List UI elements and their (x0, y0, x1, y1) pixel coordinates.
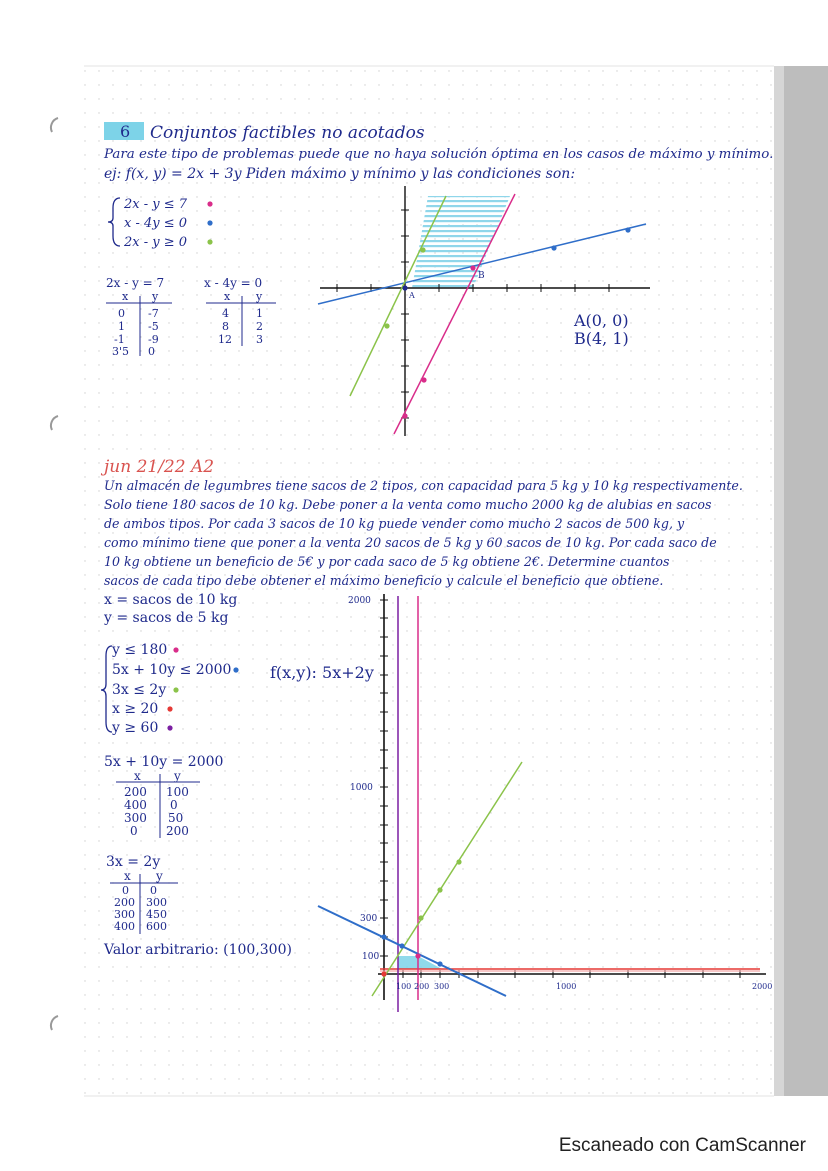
scanner-watermark: Escaneado con CamScanner (558, 1135, 806, 1156)
table2-r0-y: 1 (256, 307, 263, 320)
table2-r2-y: 3 (256, 333, 263, 346)
problem-line-6: sacos de cada tipo debe obtener el máximo beneficio y calcule el beneficio que obtiene. (104, 573, 664, 588)
problem-line-1: Un almacén de legumbres tiene sacos de 2 tipos, con capacidad para 5 kg y 10 kg respectivamente. (104, 478, 743, 493)
problem-constraint-1-dot (173, 647, 178, 652)
variable-y: y = sacos de 5 kg (104, 610, 229, 626)
table1-header-y: y (152, 290, 159, 303)
constraint-1-dot (207, 201, 212, 206)
problem-table1-r3-x: 0 (130, 824, 138, 838)
problem-line-2: Solo tiene 180 sacos de 10 kg. Debe poner a la venta como mucho 2000 kg de alubias en sacos (104, 497, 712, 512)
problem-table2-header-y: y (156, 869, 163, 883)
section-title: Conjuntos factibles no acotados (150, 123, 425, 143)
graph2-point (415, 953, 420, 958)
section-intro: Para este tipo de problemas puede que no haya solución óptima en los casos de máximo y mínimo. (104, 147, 774, 162)
problem-constraint-5: y ≥ 60 (112, 720, 159, 736)
constraint-2: x - 4y ≤ 0 (124, 216, 188, 231)
problem-table2-r0-y: 0 (150, 884, 157, 897)
arbitrary-value: Valor arbitrario: (100,300) (104, 942, 292, 958)
table1-header-x: x (122, 290, 129, 303)
table1-r1-x: 1 (118, 320, 125, 333)
table2-r0-x: 4 (222, 307, 229, 320)
constraint-3: 2x - y ≥ 0 (124, 235, 188, 250)
table1-r3-y: 0 (148, 345, 155, 358)
graph1-point (470, 265, 475, 270)
graph2-x-tick-1000: 1000 (556, 982, 577, 991)
problem-constraint-3: 3x ≤ 2y (112, 682, 167, 698)
graph2-x-tick-2000: 2000 (752, 982, 773, 991)
problem-constraint-4-dot (167, 706, 172, 711)
graph2-x-tick-200: 200 (414, 982, 430, 991)
table2-title: x - 4y = 0 (204, 276, 263, 290)
problem-table1-r0-x: 200 (124, 785, 147, 799)
problem-table1-r1-x: 400 (124, 798, 147, 812)
problem-table1-r2-x: 300 (124, 811, 147, 825)
problem-table2-r2-x: 300 (114, 908, 135, 921)
graph2-point (456, 859, 461, 864)
table1-r3-x: 3'5 (112, 345, 130, 358)
problem-table2-title: 3x = 2y (106, 854, 161, 870)
graph1-point (625, 227, 630, 232)
problem-table1-r0-y: 100 (166, 785, 189, 799)
problem-constraint-5-dot (167, 725, 172, 730)
graph1-point (421, 377, 426, 382)
graph1-point (420, 247, 425, 252)
graph2-x-tick-100: 100 (396, 982, 412, 991)
graph2-point (381, 971, 386, 976)
graph2-y-tick-100: 100 (362, 952, 380, 962)
problem-constraint-3-dot (173, 687, 178, 692)
graph1-label-a: A (409, 291, 415, 300)
table1-r2-y: -9 (148, 333, 159, 346)
graph1-point (402, 285, 407, 290)
table2-r1-y: 2 (256, 320, 263, 333)
constraint-1: 2x - y ≤ 7 (124, 197, 188, 212)
constraint-2-dot (207, 220, 212, 225)
graph1-point (384, 323, 389, 328)
problem-table2-r0-x: 0 (122, 884, 129, 897)
table1-r1-y: -5 (148, 320, 159, 333)
problem-table2-header-x: x (124, 869, 131, 883)
constraint-3-dot (207, 239, 212, 244)
table1-r0-x: 0 (118, 307, 125, 320)
problem-table2-r3-y: 600 (146, 920, 167, 933)
graph2-point (418, 915, 423, 920)
problem-constraint-4: x ≥ 20 (112, 701, 159, 717)
graph1-point (551, 245, 556, 250)
table2-header-y: y (256, 290, 263, 303)
problem-table1-r3-y: 200 (166, 824, 189, 838)
graph2-y-tick-1000: 1000 (350, 783, 373, 793)
graph1-label-b: B (478, 271, 485, 281)
table2-r2-x: 12 (218, 333, 232, 346)
problem-line-4: como mínimo tiene que poner a la venta 20 sacos de 5 kg y 60 sacos de 10 kg. Por cada saco de (104, 535, 717, 550)
graph2-x-tick-300: 300 (434, 982, 450, 991)
problem-table2-r2-y: 450 (146, 908, 167, 921)
problem-line-3: de ambos tipos. Por cada 3 sacos de 10 kg puede vender como mucho 2 sacos de 500 kg, y (104, 516, 685, 531)
variable-x: x = sacos de 10 kg (104, 592, 238, 608)
problem-table1-title: 5x + 10y = 2000 (104, 754, 224, 770)
problem-constraint-2: 5x + 10y ≤ 2000 (112, 662, 232, 678)
problem-table2-r1-x: 200 (114, 896, 135, 909)
problem-table1-header-y: y (174, 769, 181, 783)
table2-r1-x: 8 (222, 320, 229, 333)
table1-title: 2x - y = 7 (106, 276, 165, 290)
table2-header-x: x (224, 290, 231, 303)
graph2-point (399, 943, 404, 948)
problem-constraint-2-dot (233, 667, 238, 672)
point-a-label: A(0, 0) (574, 311, 629, 330)
problem-table1-r2-y: 50 (168, 811, 184, 825)
graph2-point (437, 961, 442, 966)
graph2-point (437, 887, 442, 892)
section-number: 6 (120, 122, 131, 141)
graph2-y-tick-2000: 2000 (348, 596, 371, 606)
problem-table2-r3-x: 400 (114, 920, 135, 933)
graph2-point (381, 934, 386, 939)
problem-table2-r1-y: 300 (146, 896, 167, 909)
problem-table1-r1-y: 0 (170, 798, 178, 812)
table1-r2-x: -1 (114, 333, 125, 346)
problem-line-5: 10 kg obtiene un beneficio de 5€ y por cada saco de 5 kg obtiene 2€. Determine cuantos (104, 554, 670, 569)
table1-r0-y: -7 (148, 307, 159, 320)
problem-table1-header-x: x (134, 769, 141, 783)
objective-function: f(x,y): 5x+2y (270, 663, 374, 682)
graph2-y-tick-300: 300 (360, 914, 378, 924)
section-example: ej: f(x, y) = 2x + 3y Piden máximo y mínimo y las condiciones son: (104, 166, 576, 182)
problem-constraint-1: y ≤ 180 (112, 642, 168, 658)
point-b-label: B(4, 1) (574, 329, 629, 348)
graph1-point (402, 413, 407, 418)
problem-heading: jun 21/22 A2 (104, 457, 215, 477)
